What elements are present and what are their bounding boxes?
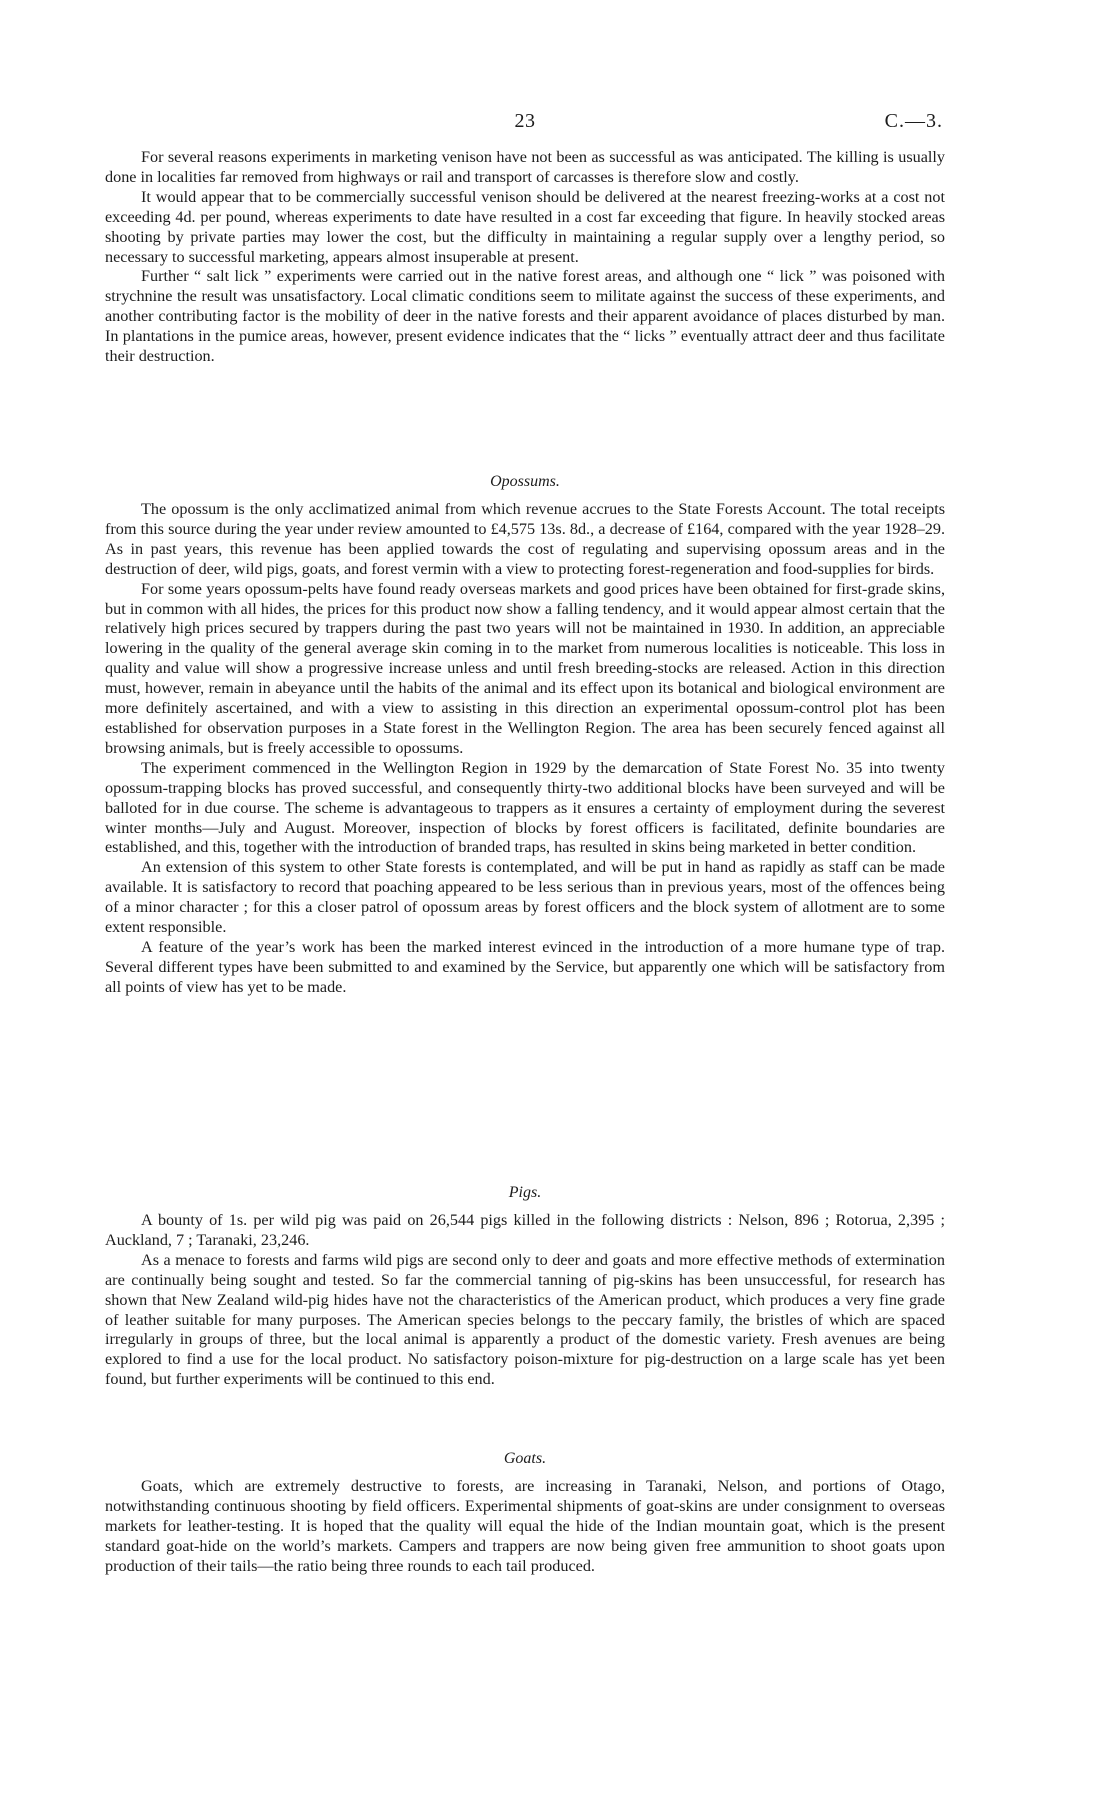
intro-paragraph: For several reasons experiments in marketing venison have not been as successful as was anticipated. The killing is usually done in localities far removed from highways or rail and transport of carcasses is therefore slow and costly. — [105, 148, 945, 186]
goats-heading: Goats. — [503, 1450, 547, 1467]
document-reference: C.—3. — [884, 110, 943, 132]
document-page — [105, 0, 945, 1575]
page-number: 23 — [514, 110, 536, 132]
pigs-paragraph: As a menace to forests and farms wild pigs are second only to deer and goats and more effective methods of extermination are continually being sought and tested. So far the commercial tanning of pig-skins has been unsuccessful, for research has shown that New Zealand wild-pig hides have not the characteristics of the American product, which produces a very fine grade of leather suitable for many purposes. The American species belongs to the peccary family, the bristles of which are spaced irregularly in groups of three, but the local animal is apparently a product of the domestic variety. Fresh avenues are being explored to find a use for the local product. No satisfactory poison-mixture for pig-destruction on a large scale has yet been found, but further experiments will be continued to this end. — [105, 1250, 945, 1389]
intro-paragraph: It would appear that to be commercially successful venison should be delivered at the nearest freezing-works at a cost not exceeding 4d. per pound, whereas experiments to date have resulted in a cost far exceeding that figure. In heavily stocked areas shooting by private parties may lower the cost, but the difficulty in maintaining a regular supply over a lengthy period, so necessary to successful marketing, appears almost insuperable at present. — [105, 187, 945, 266]
intro-section — [105, 148, 945, 367]
pigs-heading: Pigs. — [508, 1184, 542, 1201]
goats-section — [105, 1449, 945, 1577]
opossums-paragraph: An extension of this system to other State forests is contemplated, and will be put in hand as rapidly as staff can be made available. It is satisfactory to record that poaching appeared to be less serious than in previous years, most of the offences being of a minor character ; for this a closer patrol of opossum areas by forest officers and the block system of allotment are to some extent responsible. — [105, 858, 945, 937]
opossums-paragraph: For some years opossum-pelts have found ready overseas markets and good prices have been obtained for first-grade skins, but in common with all hides, the prices for this product now show a falling tendency, and it would appear almost certain that the relatively high prices secured by trappers during the past two years will not be maintained in 1930. In addition, an appreciable lowering in the quality of the general average skin coming in to the market from numerous localities is noticeable. This loss in quality and value will show a progressive increase unless and until fresh breeding-stocks are released. Action in this direction must, however, remain in abeyance until the habits of the animal and its effect upon its botanical and biological environment are more definitely ascertained, and with a view to assisting in this direction an experimental opossum-control plot has been established for observation purposes in a State forest in the Wellington Region. The area has been securely fenced against all browsing animals, but is freely accessible to opossums. — [105, 579, 945, 757]
intro-paragraph: Further “ salt lick ” experiments were carried out in the native forest areas, and although one “ lick ” was poisoned with strychnine the result was unsatisfactory. Local climatic conditions seem to militate against the success of these experiments, and another contributing factor is the mobility of deer in the native forests and their apparent avoidance of places disturbed by man. In plantations in the pumice areas, however, present evidence indicates that the “ licks ” eventually attract deer and thus facilitate their destruction. — [105, 267, 945, 366]
pigs-section — [105, 1183, 945, 1390]
opossums-heading: Opossums. — [490, 473, 560, 490]
page-header — [105, 0, 945, 140]
opossums-section — [105, 472, 945, 998]
opossums-paragraph: The opossum is the only acclimatized animal from which revenue accrues to the State Forests Account. The total receipts from this source during the year under review amounted to £4,575 13s. 8d., a decrease of £164, compared with the year 1928–29. As in past years, this revenue has been applied towards the cost of regulating and supervising opossum areas and in the destruction of deer, wild pigs, goats, and forest vermin with a view to protecting forest-regeneration and food-supplies for birds. — [105, 500, 945, 578]
opossums-paragraph: A feature of the year’s work has been the marked interest evinced in the introduction of a more humane type of trap. Several different types have been submitted to and examined by the Service, but apparently one which will be satisfactory from all points of view has yet to be made. — [105, 937, 945, 996]
opossums-paragraph: The experiment commenced in the Wellington Region in 1929 by the demarcation of State Forest No. 35 into twenty opossum-trapping blocks has proved successful, and consequently thirty-two additional blocks have been surveyed and will be balloted for in due course. The scheme is advantageous to trappers as it ensures a certainty of employment during the severest winter months—July and August. Moreover, inspection of blocks by forest officers is facilitated, definite boundaries are established, and this, together with the introduction of branded traps, has resulted in skins being marketed in better condition. — [105, 758, 945, 857]
pigs-paragraph: A bounty of 1s. per wild pig was paid on 26,544 pigs killed in the following districts : Nelson, 896 ; Rotorua, 2,395 ; Auckland, 7 ; Taranaki, 23,246. — [105, 1211, 945, 1249]
goats-paragraph: Goats, which are extremely destructive to forests, are increasing in Taranaki, Nelson, and portions of Otago, notwithstanding continuous shooting by field officers. Experimental shipments of goat-skins are under consignment to overseas markets for leather-testing. It is hoped that the quality will equal the hide of the Indian mountain goat, which is the present standard goat-hide on the world’s markets. Campers and trappers are now being given free ammunition to shoot goats upon production of their tails—the ratio being three rounds to each tail produced. — [105, 1477, 945, 1575]
